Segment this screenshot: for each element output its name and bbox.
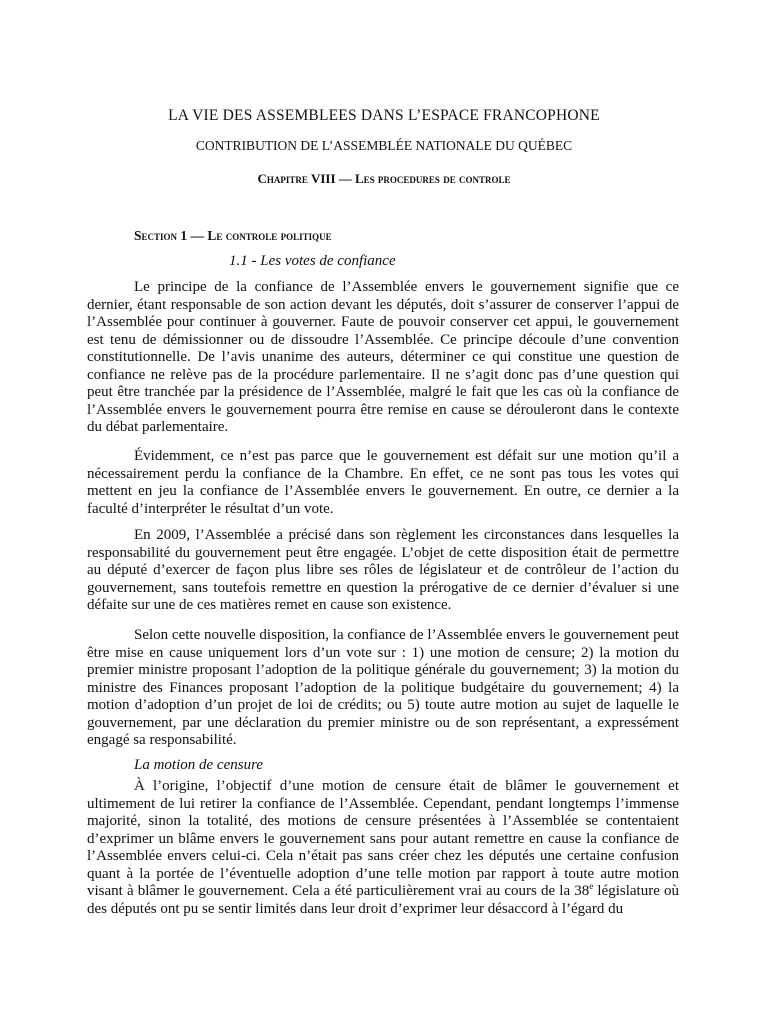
subsection-heading-motion-de-censure: La motion de censure [134, 757, 264, 773]
document-title: LA VIE DES ASSEMBLEES DANS L’ESPACE FRANCOPHONE [168, 107, 600, 124]
paragraph-5-text-end: législature où des députés ont pu se sentir limités dans leur droit d’exprimer leur désaccord à l’égard du [87, 883, 679, 917]
paragraph-4: Selon cette nouvelle disposition, la confiance de l’Assemblée envers le gouvernement peut être mise en cause uniquement lors d’un vote sur : 1) une motion de censure; 2) la motion du premier ministre proposant l’adoption de la politique générale du gouvernement; 3) la motion du ministre des Finances proposant l’adoption de la politique budgétaire du gouvernement; 4) la motion d’adoption d’un projet de loi de crédits; ou 5) toute autre motion au sujet de laquelle le gouvernement, par une déclaration du premier ministre ou de son représentant, a expressément engagé sa responsabilité. [87, 627, 679, 748]
paragraph-5 [87, 778, 679, 918]
paragraph-1: Le principe de la confiance de l’Assemblée envers le gouvernement signifie que ce dernier, étant responsable de son action devant les députés, doit s’assurer de conserver l’appui de l’Assemblée pour continuer à gouverner. Faute de pouvoir conserver cet appui, le gouvernement est tenu de démissionner ou de dissoudre l’Assemblée. Ce principe découle d’une convention constitutionnelle. De l’avis unanime des auteurs, déterminer ce qui constitue une question de confiance ne relève pas de la procédure parlementaire. Il ne s’agit donc pas d’une question qui peut être tranchée par la présidence de l’Assemblée, malgré le fait que les cas où la confiance de l’Assemblée envers le gouvernement pourra être remise en cause se dérouleront dans le contexte du débat parlementaire. [87, 279, 679, 435]
section-heading: Section 1 — Le controle politique [134, 228, 332, 243]
subsection-heading-votes-de-confiance: 1.1 - Les votes de confiance [229, 253, 396, 269]
paragraph-3: En 2009, l’Assemblée a précisé dans son règlement les circonstances dans lesquelles la responsabilité du gouvernement peut être engagée. L’objet de cette disposition était de permettre au député d’exercer de façon plus libre ses rôles de législateur et de contrôleur de l’action du gouvernement, sans toutefois remettre en question la prérogative de ce dernier d’évaluer si une défaite sur une de ces matières remet en cause son existence. [87, 527, 679, 613]
paragraph-5-text-start: À l’origine, l’objectif d’une motion de censure était de blâmer le gouvernement et ultimement de lui retirer la confiance de l’Assemblée. Cependant, pendant longtemps l’immense majorité, sinon la totalité, des motions de censure présentées à l’Assemblée se contentaient d’exprimer un blâme envers le gouvernement sans pour autant remettre en cause la confiance de l’Assemblée envers celui-ci. Cela n’était pas sans créer chez les députés une certaine confusion quant à la portée de l’éventuelle adoption d’une telle motion par rapport à toute autre motion visant à blâmer le gouvernement. Cela a été particulièrement vrai au cours de la 38 [87, 778, 679, 899]
paragraph-2: Évidemment, ce n’est pas parce que le gouvernement est défait sur une motion qu’il a nécessairement perdu la confiance de la Chambre. En effet, ce ne sont pas tous les votes qui mettent en jeu la confiance de l’Assemblée envers le gouvernement. En outre, ce dernier a la faculté d’interpréter le résultat d’un vote. [87, 448, 679, 517]
legislature-ordinal-superscript: e [589, 881, 594, 891]
chapter-heading: Chapitre VIII — Les procedures de controle [257, 171, 511, 186]
document-subtitle: CONTRIBUTION DE L’ASSEMBLÉE NATIONALE DU QUÉBEC [195, 138, 573, 153]
